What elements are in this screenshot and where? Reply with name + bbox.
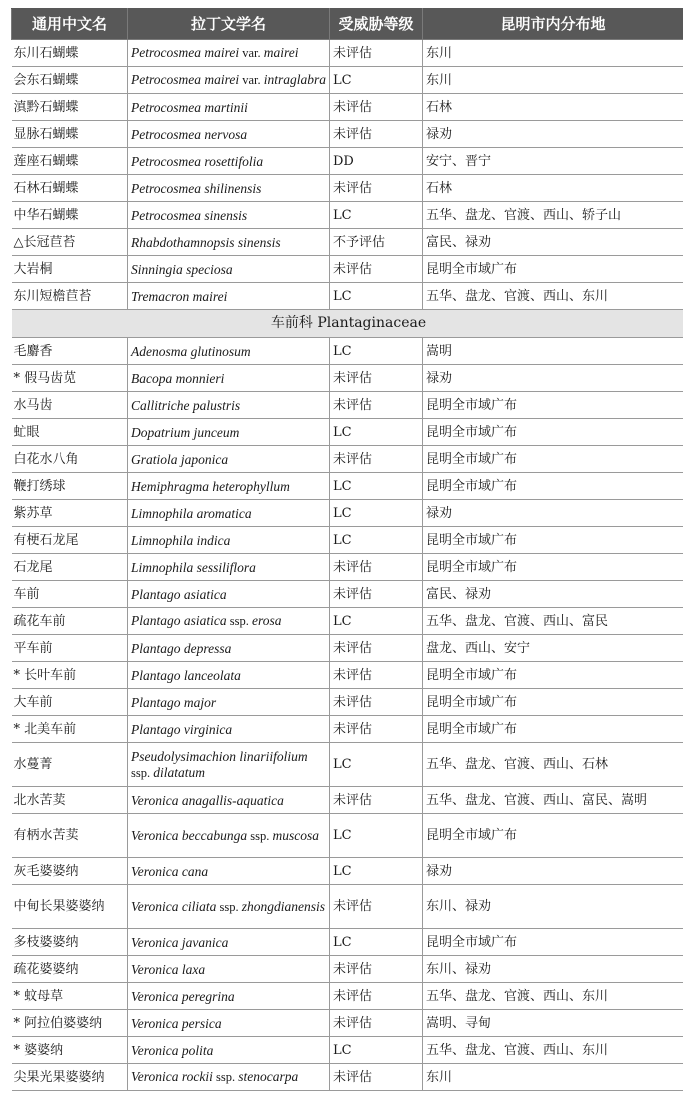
distribution-cell: 禄劝: [423, 121, 683, 148]
latin-epithet: Veronica ciliata: [131, 898, 217, 914]
distribution-cell: 富民、禄劝: [423, 581, 683, 608]
latin-name-text: [131, 613, 281, 628]
chinese-name-cell: 尖果光果婆婆纳: [12, 1064, 128, 1091]
latin-name-cell: [128, 446, 330, 473]
latin-name-text: [131, 425, 239, 440]
distribution-cell: 石林: [423, 175, 683, 202]
table-row: [12, 256, 683, 283]
latin-epithet: Hemiphragma heterophyllum: [131, 478, 290, 494]
table-row: [12, 392, 683, 419]
distribution-cell: 五华、盘龙、官渡、西山、富民: [423, 608, 683, 635]
distribution-cell: 嵩明、寻甸: [423, 1010, 683, 1037]
header-latin-name: 拉丁文学名: [128, 9, 330, 40]
latin-epithet: Veronica javanica: [131, 934, 229, 950]
latin-name-cell: [128, 1010, 330, 1037]
latin-name-text: [131, 262, 233, 277]
latin-name-cell: [128, 743, 330, 787]
distribution-cell: 嵩明: [423, 338, 683, 365]
chinese-name-cell: 紫苏草: [12, 500, 128, 527]
latin-name-text: [131, 506, 252, 521]
latin-name-text: [131, 208, 247, 223]
threat-status-cell: LC: [330, 608, 423, 635]
chinese-name-cell: 莲座石蝴蝶: [12, 148, 128, 175]
latin-epithet: Veronica laxa: [131, 961, 206, 977]
threat-status-cell: 未评估: [330, 121, 423, 148]
distribution-cell: 昆明全市域广布: [423, 554, 683, 581]
threat-status-cell: 未评估: [330, 40, 423, 67]
rank-abbreviation: ssp.: [216, 899, 242, 914]
latin-epithet: Veronica rockii: [131, 1069, 213, 1084]
latin-name-text: [131, 1016, 222, 1031]
distribution-cell: 石林: [423, 94, 683, 121]
chinese-name-cell: 毛麝香: [12, 338, 128, 365]
table-row: [12, 121, 683, 148]
latin-name-text: [131, 749, 329, 781]
threat-status-cell: 未评估: [330, 983, 423, 1010]
table-row: [12, 983, 683, 1010]
table-row: [12, 229, 683, 256]
table-row: [12, 814, 683, 858]
latin-epithet: Plantago lanceolata: [131, 667, 241, 683]
latin-name-cell: [128, 716, 330, 743]
header-threat-status: 受威胁等级: [330, 9, 423, 40]
threat-status-cell: 未评估: [330, 662, 423, 689]
chinese-name-cell: * 阿拉伯婆婆纳: [12, 1010, 128, 1037]
chinese-name-cell: 多枝婆婆纳: [12, 929, 128, 956]
threat-status-cell: 未评估: [330, 716, 423, 743]
rank-abbreviation: ssp.: [212, 1070, 239, 1084]
chinese-name-cell: * 婆婆纳: [12, 1037, 128, 1064]
latin-name-cell: [128, 635, 330, 662]
distribution-cell: 昆明全市域广布: [423, 929, 683, 956]
distribution-cell: 东川、禄劝: [423, 956, 683, 983]
threat-status-cell: 不予评估: [330, 229, 423, 256]
table-row: [12, 1037, 683, 1064]
threat-status-cell: 未评估: [330, 1064, 423, 1091]
latin-name-text: [131, 371, 224, 386]
latin-name-text: [131, 127, 247, 142]
distribution-cell: 东川、禄劝: [423, 885, 683, 929]
distribution-cell: 五华、盘龙、官渡、西山、东川: [423, 983, 683, 1010]
latin-name-text: [131, 154, 263, 169]
species-table-container: [11, 8, 683, 1091]
latin-name-text: [131, 45, 299, 60]
distribution-cell: 昆明全市域广布: [423, 716, 683, 743]
table-row: [12, 743, 683, 787]
table-row: [12, 202, 683, 229]
latin-epithet: Petrocosmea mairei: [131, 45, 240, 60]
distribution-cell: 昆明全市域广布: [423, 473, 683, 500]
latin-name-text: [131, 668, 241, 683]
chinese-name-cell: 会东石蝴蝶: [12, 67, 128, 94]
latin-epithet: Petrocosmea mairei: [131, 72, 240, 87]
threat-status-cell: 未评估: [330, 956, 423, 983]
table-row: [12, 662, 683, 689]
latin-name-cell: [128, 365, 330, 392]
latin-epithet: Bacopa monnieri: [131, 370, 225, 386]
table-row: [12, 67, 683, 94]
family-name: 车前科 Plantaginaceae: [12, 310, 683, 338]
latin-epithet: stenocarpa: [238, 1069, 299, 1084]
distribution-cell: 五华、盘龙、官渡、西山、石林: [423, 743, 683, 787]
rank-abbreviation: var.: [239, 46, 264, 60]
latin-name-cell: [128, 885, 330, 929]
latin-epithet: Plantago depressa: [131, 640, 232, 656]
latin-name-cell: [128, 689, 330, 716]
latin-name-text: [131, 289, 227, 304]
latin-epithet: Plantago major: [131, 694, 217, 710]
latin-epithet: Petrocosmea shilinensis: [131, 180, 262, 196]
threat-status-cell: 未评估: [330, 635, 423, 662]
latin-name-cell: [128, 956, 330, 983]
latin-epithet: erosa: [251, 613, 282, 628]
latin-epithet: Veronica peregrina: [131, 988, 235, 1004]
table-row: [12, 365, 683, 392]
threat-status-cell: LC: [330, 743, 423, 787]
chinese-name-cell: * 假马齿苋: [12, 365, 128, 392]
latin-name-text: [131, 641, 231, 656]
latin-name-text: [131, 452, 228, 467]
latin-epithet: Veronica anagallis-aquatica: [131, 792, 284, 808]
latin-epithet: Petrocosmea rosettifolia: [131, 153, 264, 169]
latin-epithet: Tremacron mairei: [131, 288, 228, 304]
distribution-cell: 昆明全市域广布: [423, 419, 683, 446]
latin-epithet: Plantago asiatica: [131, 613, 227, 628]
table-row: [12, 1064, 683, 1091]
latin-name-cell: [128, 929, 330, 956]
distribution-cell: 盘龙、西山、安宁: [423, 635, 683, 662]
latin-epithet: Petrocosmea martinii: [131, 99, 248, 115]
chinese-name-cell: 虻眼: [12, 419, 128, 446]
latin-epithet: muscosa: [272, 827, 319, 843]
threat-status-cell: LC: [330, 202, 423, 229]
table-header: [12, 9, 683, 40]
chinese-name-cell: 有柄水苦荬: [12, 814, 128, 858]
table-row: [12, 608, 683, 635]
latin-epithet: Limnophila sessiliflora: [131, 559, 256, 575]
chinese-name-cell: 有梗石龙尾: [12, 527, 128, 554]
table-row: [12, 858, 683, 885]
table-row: [12, 716, 683, 743]
species-table: [11, 8, 683, 1091]
latin-name-cell: [128, 473, 330, 500]
distribution-cell: 禄劝: [423, 858, 683, 885]
table-row: [12, 419, 683, 446]
chinese-name-cell: 疏花车前: [12, 608, 128, 635]
latin-epithet: Veronica persica: [131, 1015, 222, 1031]
latin-epithet: Petrocosmea nervosa: [131, 126, 248, 142]
distribution-cell: 禄劝: [423, 365, 683, 392]
threat-status-cell: LC: [330, 527, 423, 554]
chinese-name-cell: △长冠苣苔: [12, 229, 128, 256]
table-row: [12, 446, 683, 473]
threat-status-cell: 未评估: [330, 365, 423, 392]
threat-status-cell: 未评估: [330, 581, 423, 608]
latin-epithet: Sinningia speciosa: [131, 261, 233, 277]
latin-epithet: Plantago virginica: [131, 721, 233, 737]
chinese-name-cell: 东川石蝴蝶: [12, 40, 128, 67]
latin-epithet: Rhabdothamnopsis sinensis: [131, 234, 281, 250]
distribution-cell: 昆明全市域广布: [423, 446, 683, 473]
latin-name-text: [131, 479, 290, 494]
rank-abbreviation: ssp.: [226, 614, 252, 628]
latin-name-text: [131, 935, 228, 950]
distribution-cell: 禄劝: [423, 500, 683, 527]
rank-abbreviation: ssp.: [247, 828, 273, 843]
latin-name-cell: [128, 202, 330, 229]
distribution-cell: 昆明全市域广布: [423, 527, 683, 554]
latin-epithet: dilatatum: [153, 764, 205, 780]
threat-status-cell: LC: [330, 929, 423, 956]
latin-name-text: [131, 1069, 298, 1084]
latin-name-cell: [128, 229, 330, 256]
latin-name-cell: [128, 787, 330, 814]
table-row: [12, 787, 683, 814]
chinese-name-cell: 平车前: [12, 635, 128, 662]
latin-epithet: Adenosma glutinosum: [131, 343, 251, 359]
threat-status-cell: LC: [330, 338, 423, 365]
latin-name-text: [131, 793, 284, 808]
table-row: [12, 635, 683, 662]
latin-name-cell: [128, 608, 330, 635]
latin-name-cell: [128, 662, 330, 689]
chinese-name-cell: 东川短檐苣苔: [12, 283, 128, 310]
threat-status-cell: 未评估: [330, 1010, 423, 1037]
distribution-cell: 安宁、晋宁: [423, 148, 683, 175]
distribution-cell: 五华、盘龙、官渡、西山、轿子山: [423, 202, 683, 229]
distribution-cell: 富民、禄劝: [423, 229, 683, 256]
latin-epithet: Petrocosmea sinensis: [131, 207, 248, 223]
chinese-name-cell: 鞭打绣球: [12, 473, 128, 500]
latin-epithet: intraglabra: [263, 72, 327, 87]
latin-name-cell: [128, 1037, 330, 1064]
threat-status-cell: LC: [330, 419, 423, 446]
latin-name-text: [131, 695, 216, 710]
chinese-name-cell: 北水苦荬: [12, 787, 128, 814]
chinese-name-cell: 水蔓菁: [12, 743, 128, 787]
latin-epithet: Veronica polita: [131, 1042, 214, 1058]
header-chinese-name: 通用中文名: [12, 9, 128, 40]
threat-status-cell: 未评估: [330, 175, 423, 202]
latin-name-cell: [128, 148, 330, 175]
header-distribution: 昆明市内分布地: [423, 9, 683, 40]
latin-epithet: Gratiola japonica: [131, 451, 229, 467]
latin-epithet: Callitriche palustris: [131, 397, 241, 413]
table-row: [12, 885, 683, 929]
threat-status-cell: 未评估: [330, 256, 423, 283]
threat-status-cell: 未评估: [330, 885, 423, 929]
threat-status-cell: LC: [330, 500, 423, 527]
table-row: [12, 94, 683, 121]
latin-name-cell: [128, 67, 330, 94]
rank-abbreviation: var.: [239, 73, 264, 87]
chinese-name-cell: * 长叶车前: [12, 662, 128, 689]
table-row: [12, 554, 683, 581]
threat-status-cell: 未评估: [330, 787, 423, 814]
latin-name-text: [131, 398, 240, 413]
latin-epithet: Pseudolysimachion linariifolium: [131, 748, 308, 764]
latin-name-cell: [128, 40, 330, 67]
latin-epithet: zhongdianensis: [241, 898, 325, 914]
latin-epithet: Limnophila aromatica: [131, 505, 252, 521]
latin-name-text: [131, 72, 326, 87]
chinese-name-cell: 水马齿: [12, 392, 128, 419]
table-row: [12, 527, 683, 554]
chinese-name-cell: * 蚊母草: [12, 983, 128, 1010]
latin-name-cell: [128, 256, 330, 283]
chinese-name-cell: * 北美车前: [12, 716, 128, 743]
distribution-cell: 东川: [423, 40, 683, 67]
latin-name-cell: [128, 338, 330, 365]
latin-name-cell: [128, 283, 330, 310]
latin-name-text: [131, 1043, 213, 1058]
latin-name-text: [131, 828, 329, 844]
table-row: [12, 929, 683, 956]
threat-status-cell: 未评估: [330, 554, 423, 581]
chinese-name-cell: 大岩桐: [12, 256, 128, 283]
distribution-cell: 昆明全市域广布: [423, 689, 683, 716]
latin-epithet: Dopatrium junceum: [131, 424, 240, 440]
table-row: [12, 283, 683, 310]
chinese-name-cell: 石龙尾: [12, 554, 128, 581]
chinese-name-cell: 石林石蝴蝶: [12, 175, 128, 202]
table-body: [12, 40, 683, 1091]
family-row: [12, 310, 683, 338]
table-row: [12, 956, 683, 983]
latin-name-text: [131, 587, 227, 602]
latin-name-cell: [128, 814, 330, 858]
latin-epithet: Limnophila indica: [131, 532, 231, 548]
latin-name-cell: [128, 500, 330, 527]
latin-name-text: [131, 560, 256, 575]
latin-name-text: [131, 235, 281, 250]
threat-status-cell: LC: [330, 814, 423, 858]
latin-name-cell: [128, 554, 330, 581]
threat-status-cell: 未评估: [330, 392, 423, 419]
latin-name-text: [131, 864, 208, 879]
latin-name-text: [131, 100, 248, 115]
distribution-cell: 五华、盘龙、官渡、西山、东川: [423, 283, 683, 310]
latin-name-text: [131, 181, 261, 196]
table-row: [12, 338, 683, 365]
threat-status-cell: LC: [330, 858, 423, 885]
distribution-cell: 昆明全市域广布: [423, 662, 683, 689]
header-row: [12, 9, 683, 40]
threat-status-cell: LC: [330, 473, 423, 500]
threat-status-cell: DD: [330, 148, 423, 175]
threat-status-cell: LC: [330, 283, 423, 310]
distribution-cell: 昆明全市域广布: [423, 256, 683, 283]
distribution-cell: 东川: [423, 1064, 683, 1091]
latin-name-text: [131, 344, 251, 359]
latin-epithet: Veronica cana: [131, 863, 209, 879]
latin-name-cell: [128, 983, 330, 1010]
latin-name-cell: [128, 581, 330, 608]
chinese-name-cell: 车前: [12, 581, 128, 608]
chinese-name-cell: 大车前: [12, 689, 128, 716]
threat-status-cell: LC: [330, 67, 423, 94]
distribution-cell: 昆明全市域广布: [423, 392, 683, 419]
latin-name-cell: [128, 858, 330, 885]
table-row: [12, 689, 683, 716]
chinese-name-cell: 疏花婆婆纳: [12, 956, 128, 983]
threat-status-cell: LC: [330, 1037, 423, 1064]
table-row: [12, 148, 683, 175]
distribution-cell: 五华、盘龙、官渡、西山、富民、嵩明: [423, 787, 683, 814]
latin-name-text: [131, 899, 329, 915]
latin-epithet: Plantago asiatica: [131, 586, 227, 602]
latin-epithet: Veronica beccabunga: [131, 827, 248, 843]
latin-name-cell: [128, 392, 330, 419]
table-row: [12, 40, 683, 67]
chinese-name-cell: 灰毛婆婆纳: [12, 858, 128, 885]
table-row: [12, 581, 683, 608]
table-row: [12, 473, 683, 500]
latin-name-cell: [128, 121, 330, 148]
latin-name-cell: [128, 94, 330, 121]
latin-name-cell: [128, 419, 330, 446]
latin-name-text: [131, 533, 230, 548]
latin-name-text: [131, 962, 205, 977]
chinese-name-cell: 显脉石蝴蝶: [12, 121, 128, 148]
table-row: [12, 500, 683, 527]
latin-name-text: [131, 989, 235, 1004]
latin-epithet: mairei: [263, 45, 299, 60]
latin-name-text: [131, 722, 232, 737]
distribution-cell: 东川: [423, 67, 683, 94]
threat-status-cell: 未评估: [330, 446, 423, 473]
chinese-name-cell: 中甸长果婆婆纳: [12, 885, 128, 929]
threat-status-cell: 未评估: [330, 94, 423, 121]
table-row: [12, 1010, 683, 1037]
rank-abbreviation: ssp.: [131, 765, 154, 780]
distribution-cell: 五华、盘龙、官渡、西山、东川: [423, 1037, 683, 1064]
threat-status-cell: 未评估: [330, 689, 423, 716]
latin-name-cell: [128, 175, 330, 202]
latin-name-cell: [128, 1064, 330, 1091]
table-row: [12, 175, 683, 202]
latin-name-cell: [128, 527, 330, 554]
distribution-cell: 昆明全市域广布: [423, 814, 683, 858]
chinese-name-cell: 中华石蝴蝶: [12, 202, 128, 229]
chinese-name-cell: 滇黔石蝴蝶: [12, 94, 128, 121]
chinese-name-cell: 白花水八角: [12, 446, 128, 473]
